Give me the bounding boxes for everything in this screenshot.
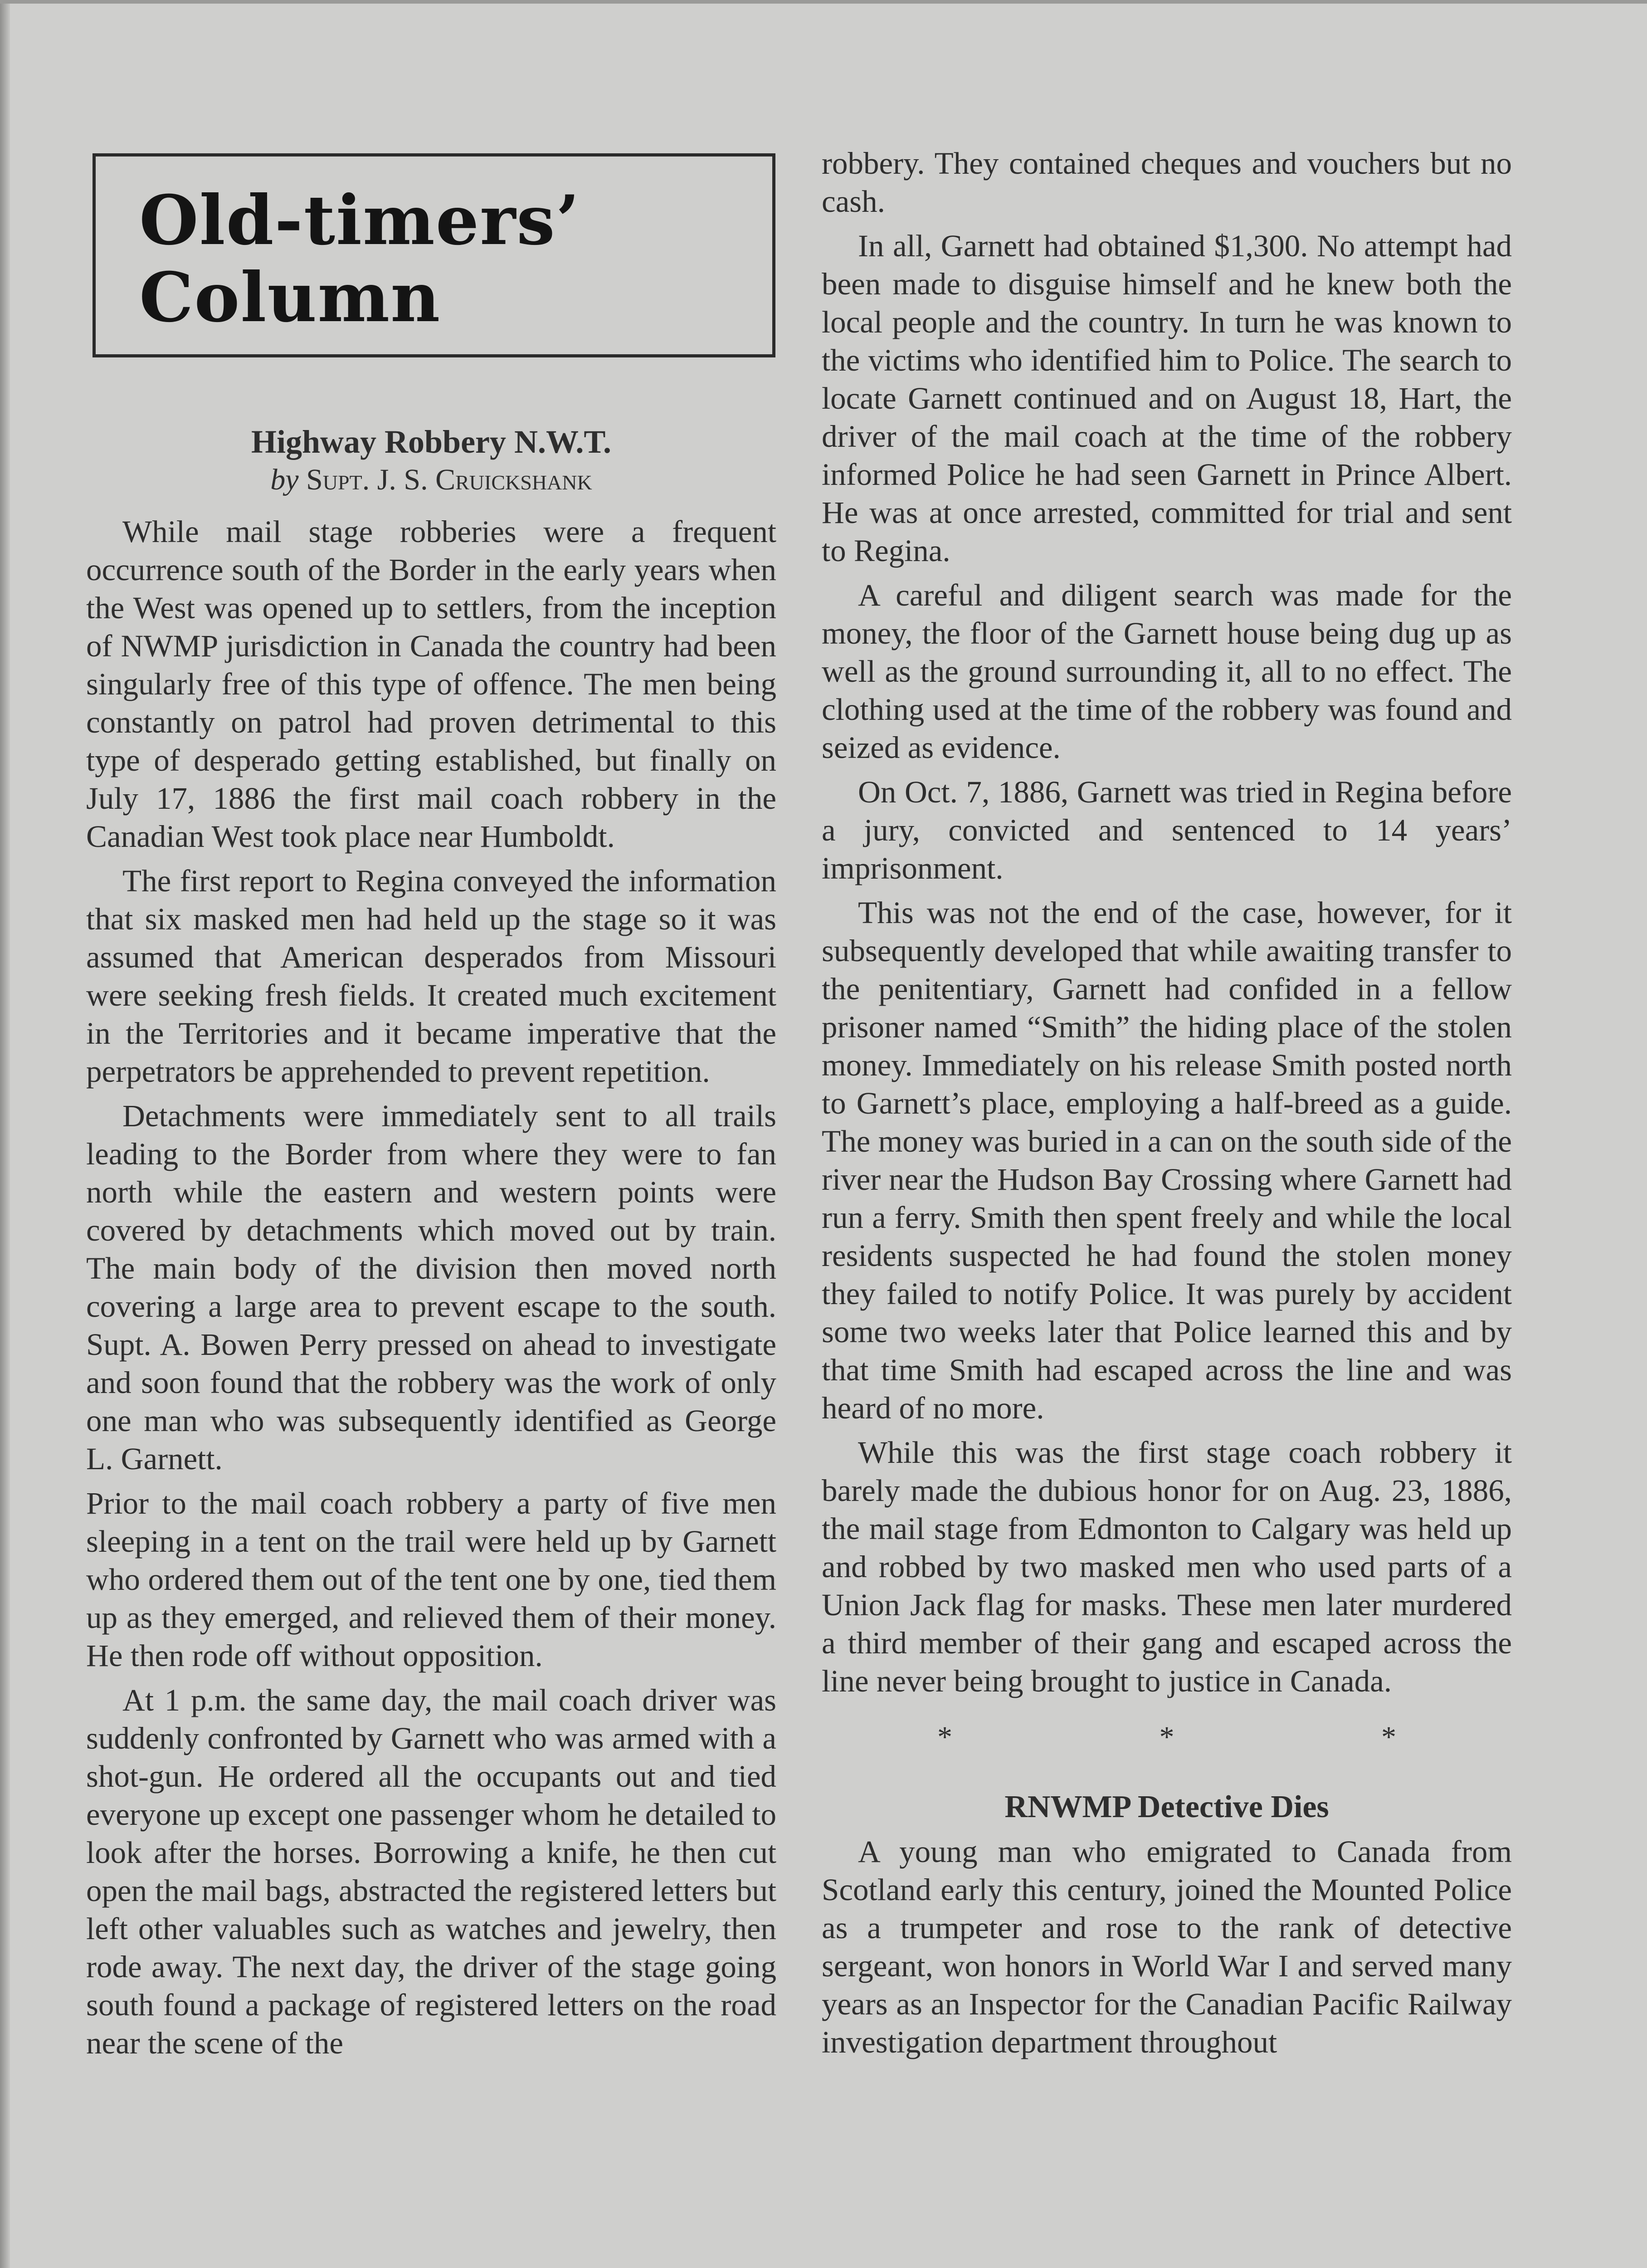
article2-title: RNWMP Detective Dies xyxy=(1004,1789,1329,1824)
article-header xyxy=(86,423,776,499)
paragraph: While mail stage robberies were a frequent occurrence south of the Border in the early years when the West was opened up to settlers, from the inception of NWMP jurisdiction in Canada the country had been singularly free of this type of offence. The men being constantly on patrol had proven detrimental to this type of desperado getting established, but finally on July 17, 1886 the first mail coach robbery in the Canadian West took place near Humboldt. xyxy=(86,514,776,854)
page-left-edge-shadow xyxy=(0,0,10,2268)
paragraph: In all, Garnett had obtained $1,300. No attempt had been made to disguise himself and he knew both the local people and the country. In turn he was known to the victims who identified him to Police. The search to locate Garnett continued and on August 18, Hart, the driver of the mail coach at the time of the robbery informed Police he had seen Garnett in Prince Albert. He was at once arrested, committed for trial and sent to Regina. xyxy=(822,229,1512,568)
column-title: Old-timers’ Column xyxy=(139,181,580,337)
right-column xyxy=(822,144,1512,2068)
left-column xyxy=(86,513,776,2068)
paragraph: robbery. They contained cheques and vouchers but no cash. xyxy=(822,146,1512,219)
paragraph: A careful and diligent search was made for the money, the floor of the Garnett house being dug up as well as the ground surrounding it, all to no effect. The clothing used at the time of the robbery was found and seized as evidence. xyxy=(822,578,1512,765)
paragraph: While this was the first stage coach robbery it barely made the dubious honor for on Aug. 23, 1886, the mail stage from Edmonton to Calgary was held up and robbed by two masked men who used parts of a Union Jack flag for masks. These men later murdered a third member of their gang and escaped across the line never being brought to justice in Canada. xyxy=(822,1435,1512,1698)
paragraph: At 1 p.m. the same day, the mail coach driver was suddenly confronted by Garnett who was armed with a shot-gun. He ordered all the occupants out and tied everyone up except one passenger whom he detailed to look after the horses. Borrowing a knife, he then cut open the mail bags, abstracted the registered letters but left other valuables such as watches and jewelry, then rode away. The next day, the driver of the stage going south found a package of registered letters on the road near the scene of the xyxy=(86,1683,776,2060)
paragraph: The first report to Regina conveyed the information that six masked men had held up the stage so it was assumed that American desperados from Missouri were seeking fresh fields. It created much excitement in the Territories and it became imperative that the perpetrators be apprehended to prevent repetition. xyxy=(86,864,776,1089)
paragraph: This was not the end of the case, however, for it subsequently developed that while awaiting transfer to the penitentiary, Garnett had confided in a fellow prisoner named “Smith” the hiding place of the stolen money. Immediately on his release Smith posted north to Garnett’s place, employing a half-breed as a guide. The money was buried in a can on the south side of the river near the Hudson Bay Crossing where Garnett had run a ferry. Smith then spent freely and while the local residents suspected he had found the stolen money they failed to notify Police. It was purely by accident some two weeks later that Police learned this and by that time Smith had escaped across the line and was heard of no more. xyxy=(822,895,1512,1425)
column-title-box xyxy=(93,153,775,357)
page-top-edge xyxy=(0,0,1647,4)
paragraph: Prior to the mail coach robbery a party of five men sleeping in a tent on the trail were held up by Garnett who ordered them out of the tent one by one, tied them up as they emerged, and relieved them of their money. He then rode off without opposition. xyxy=(86,1486,776,1673)
byline-by: by xyxy=(270,463,299,496)
section-break-asterisks: * * * xyxy=(937,1721,1496,1754)
byline xyxy=(86,461,776,499)
byline-author: Supt. J. S. Cruickshank xyxy=(306,463,592,496)
paragraph: A young man who emigrated to Canada from Scotland early this century, joined the Mounted Police as a trumpeter and rose to the rank of detective sergeant, won honors in World War I and served many years as an Inspector for the Canadian Pacific Railway investigation department throughout xyxy=(822,1834,1512,2059)
paragraph: Detachments were immediately sent to all trails leading to the Border from where they were to fan north while the eastern and western points were covered by detachments which moved out by train. The main body of the division then moved north covering a large area to prevent escape to the south. Supt. A. Bowen Perry pressed on ahead to investigate and soon found that the robbery was the work of only one man who was subsequently identified as George L. Garnett. xyxy=(86,1099,776,1476)
article-title: Highway Robbery N.W.T. xyxy=(251,424,612,460)
paragraph: On Oct. 7, 1886, Garnett was tried in Regina before a jury, convicted and sentenced to 14 years’ imprisonment. xyxy=(822,775,1512,885)
